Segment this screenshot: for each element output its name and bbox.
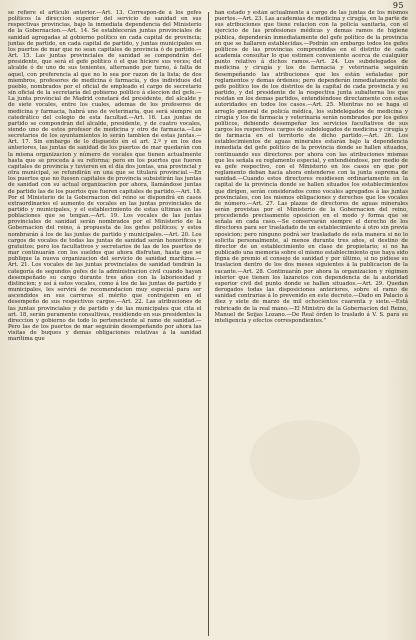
column-divider — [208, 12, 209, 636]
right-column — [215, 10, 409, 638]
right-column-text: han estado y están actualmente á cargo de las juntas de los mismos puertos.—Art. 23. Las academias de medicina y cirugía, en la parte de sus atribuciones que tiene relacion con la policía sanitaria, con el ejercicio de las profesiones médicas y demas ramos de higiene pública, dependerán inmediatamente del gefe político de la provincia en que se hallaren establecidas.—Podrán sin embargo todos los gefes políticos de las provincias comprendidas en el distrito de cada academia consultar lo que estimen conveniente acerca de cualquier punto relativo á dichos ramos.—Art. 24. Los subdelegados de medicina y cirugía y los de farmacia y veterinaria seguirán desempeñando las atribuciones que les están señaladas por reglamentos y demas órdenes; pero dependerán inmediatamente del gefe político los de los distritos de la capital de cada provincia y su partido, y del presidente de la respectiva junta subalterna los que residan en los demas partidos, entendiéndose directamente con estas autoridades en todos los casos.—Art. 25. Mientras no se haga el arreglo general de policía médica, los subdelegados de medicina y cirugía y los de farmacia y veterinaria serán nombrados por los gefes políticos, debiendo desempeñar los servicios facultativos de sus cargos los respectivos cargos de subdelegados de medicina y cirugía y de farmacia en el territorio de dicho partido.—Art. 26. Los establecimientos de aguas minerales estarán bajo la dependencia inmediata del gefe político de la provincia donde se hallen situados, continuando sus directores por ahora con las atribuciones mismas que les señala su reglamento especial, y entendiéndose, por medio de su gefe respectivo, con el Ministerio en los casos en que por reglamento deban hacía ahora entenderse con la junta suprema de sanidad.—Cuando estos directores residiesen ordinariamente en la capital de la provincia donde se hallen situados los establecimientos que dirigen, serán considerados como vocales agregados á las juntas provinciales, con los mismos obligaciones y derechos que los vocales de número.—Art. 27. Las plazas de directores de aguas minerales serán provistas por el Ministerio de la Gobernacion del reino, procediendo precisamente oposicion en el modo y forma que se señala en cada caso.—Se conservarán siempre el derecho de los directores para ser trasladado de un establecimiento á otro sin previa oposicion; pero ninguno podrá ser trasladado de esta manera si no lo solicita personalmente, al menos durante tres años, el destino de director de un establecimiento en clase de propietario; si no ha publicado una memoria sobre el mismo establecimiento que haya sido digna de premio el consejo de sanidad y por último, si no pidiese su traslacion dentro de los dos meses siguientes á la publicacion de la vacante.—Art. 28. Continuarán por ahora la organizacion y régimen interior que tienen los lazaretos con dependencia de la autoridad superior civil del punto donde se hallen situados.—Art. 29. Quedan derogados todas las disposiciones anteriores, sobre el ramo de sanidad contrarias á lo prevenido en este decreto.—Dado en Palacio á diez y siete de marzo de mil ochocientos cuarenta y siete.—Está rubricado de la real mano.—El Ministro de la Gobernacion del Reino, Manuel de Seijas Lozano.—De Real órden lo traslado á V. S. para su inteligencia y efectos correspondientes.” — [214, 10, 408, 324]
page-number: 95 — [392, 1, 404, 10]
text-columns — [8, 10, 408, 638]
paper-stain — [40, 120, 130, 190]
left-column-text: se refiere el articulo anterior.—Art. 13. Correspon-de á los gefes políticos la direccion superior del servicio de sanidad en sus respectivas provincias, bajo la inmediata dependencia del Ministerio de la Gobernacion.—Art. 14. Se establecerán juntas provinciales de sanidad agregadas al gobierno político en cada capital de provincia; juntas de partido, en cada capital de partido, y juntas municipales en los puertos de mar que no sean capitales de provincia ó de partido.—Art. 15. Las juntas provinciales de sanidad se compondrán del presidente, que será el gefe político ó el que hiciere sus veces; del alcalde ó de uno de sus tenientes, alternando por turno, á falta de aquel, con preferencia al que no lo sea por razon de la lista; de dos miembros, profesores de medicina é farmacia, y dos individuos del pueblo, nombrados por el oficial de empleado el cargo de secretario sin oficial de la secretaría del gobierno político á eleccion del gefe.—La junta provincial de Madrid constará del presidente, del alcalde y de siete vocales, entre los cuales, ademas de los profesores de medicina y farmacia, habrá uno de veterinaria, que será siempre un catedrático del colegio de esta facultad.—Art. 16. Las juntas de partido se compondrán del alcalde, presidente, y de cuatro vocales, siendo uno de estos profesor de medicina y otro de farmacia.—Los secretarios de los ayuntamientos lo serán tambien de estas juntas.—Art. 17. Sin embargo de lo dispuesto en el art. 2.º y en los dos anteriores, las juntas de sanidad de los puertos de mar quedarán con la misma organizacion y número de vocales que tienen actualmente hasta que se proceda á su reforma; pero en los puertos que fueren capitales de provincia y tuvieren en el dia dos juntas, una provincial y otra municipal, se refundirán en una que se titulará provincial.—En los puertos que no fuesen capitales de provincia subsistirán las juntas de sanidad con su actual organizacion por ahora, llamándose juntas de partido las de los puertos que fueren capitales de partido.—Art. 18. Por el Ministerio de la Gobernacion del reino se dispondrá en casos extraordinarios el aumento de vocales en las juntas provinciales de partido y municipales, y el establecimiento de estas últimas en las poblaciones que se tengan.—Art. 19. Los vocales de las juntas provinciales de sanidad serán nombrados por el Ministerio de la Gobernacion del reino, á propuesta de los gefes políticos; y estos nombrarán á los de las juntas de partido y municipales.—Art. 20. Los cargos de vocales de todas las juntas de sanidad serán honoríficos y gratuitos; pero los facultativos y secretarios de las de los puertos de mar continuarán con los sueldos que ahora disfrutan, hasta que se publique la nueva organizacion del servicio de sanidad marítima.—Art. 21. Los vocales de las juntas provinciales de sanidad tendrán la categoría de segundos gefes de la administracion civil cuando hayan desempeñado su cargo durante tres años con la laboriosidad y distincion; y así á estos vocales, como á los de las juntas de partido y municipales, les servirá de recomendacion muy especial para ser ascendidos en sus carreras el mérito que contrajeren en el desempeño de sus respectivos cargos.—Art. 22. Las atribuciones de las juntas provinciales y de partido y de las municipales que cita el art. 18, serán puramente consultivas, residiendo en sus presidentes la direccion y gobierno de todo lo perteneciente al ramo de sanidad.—Pero las de los puertos de mar seguirán desempeñando por ahora las visitas de buques y demas obligaciones relativas á la sanidad marítima que — [8, 10, 202, 343]
left-column — [8, 10, 202, 638]
paper-stain — [250, 420, 360, 500]
